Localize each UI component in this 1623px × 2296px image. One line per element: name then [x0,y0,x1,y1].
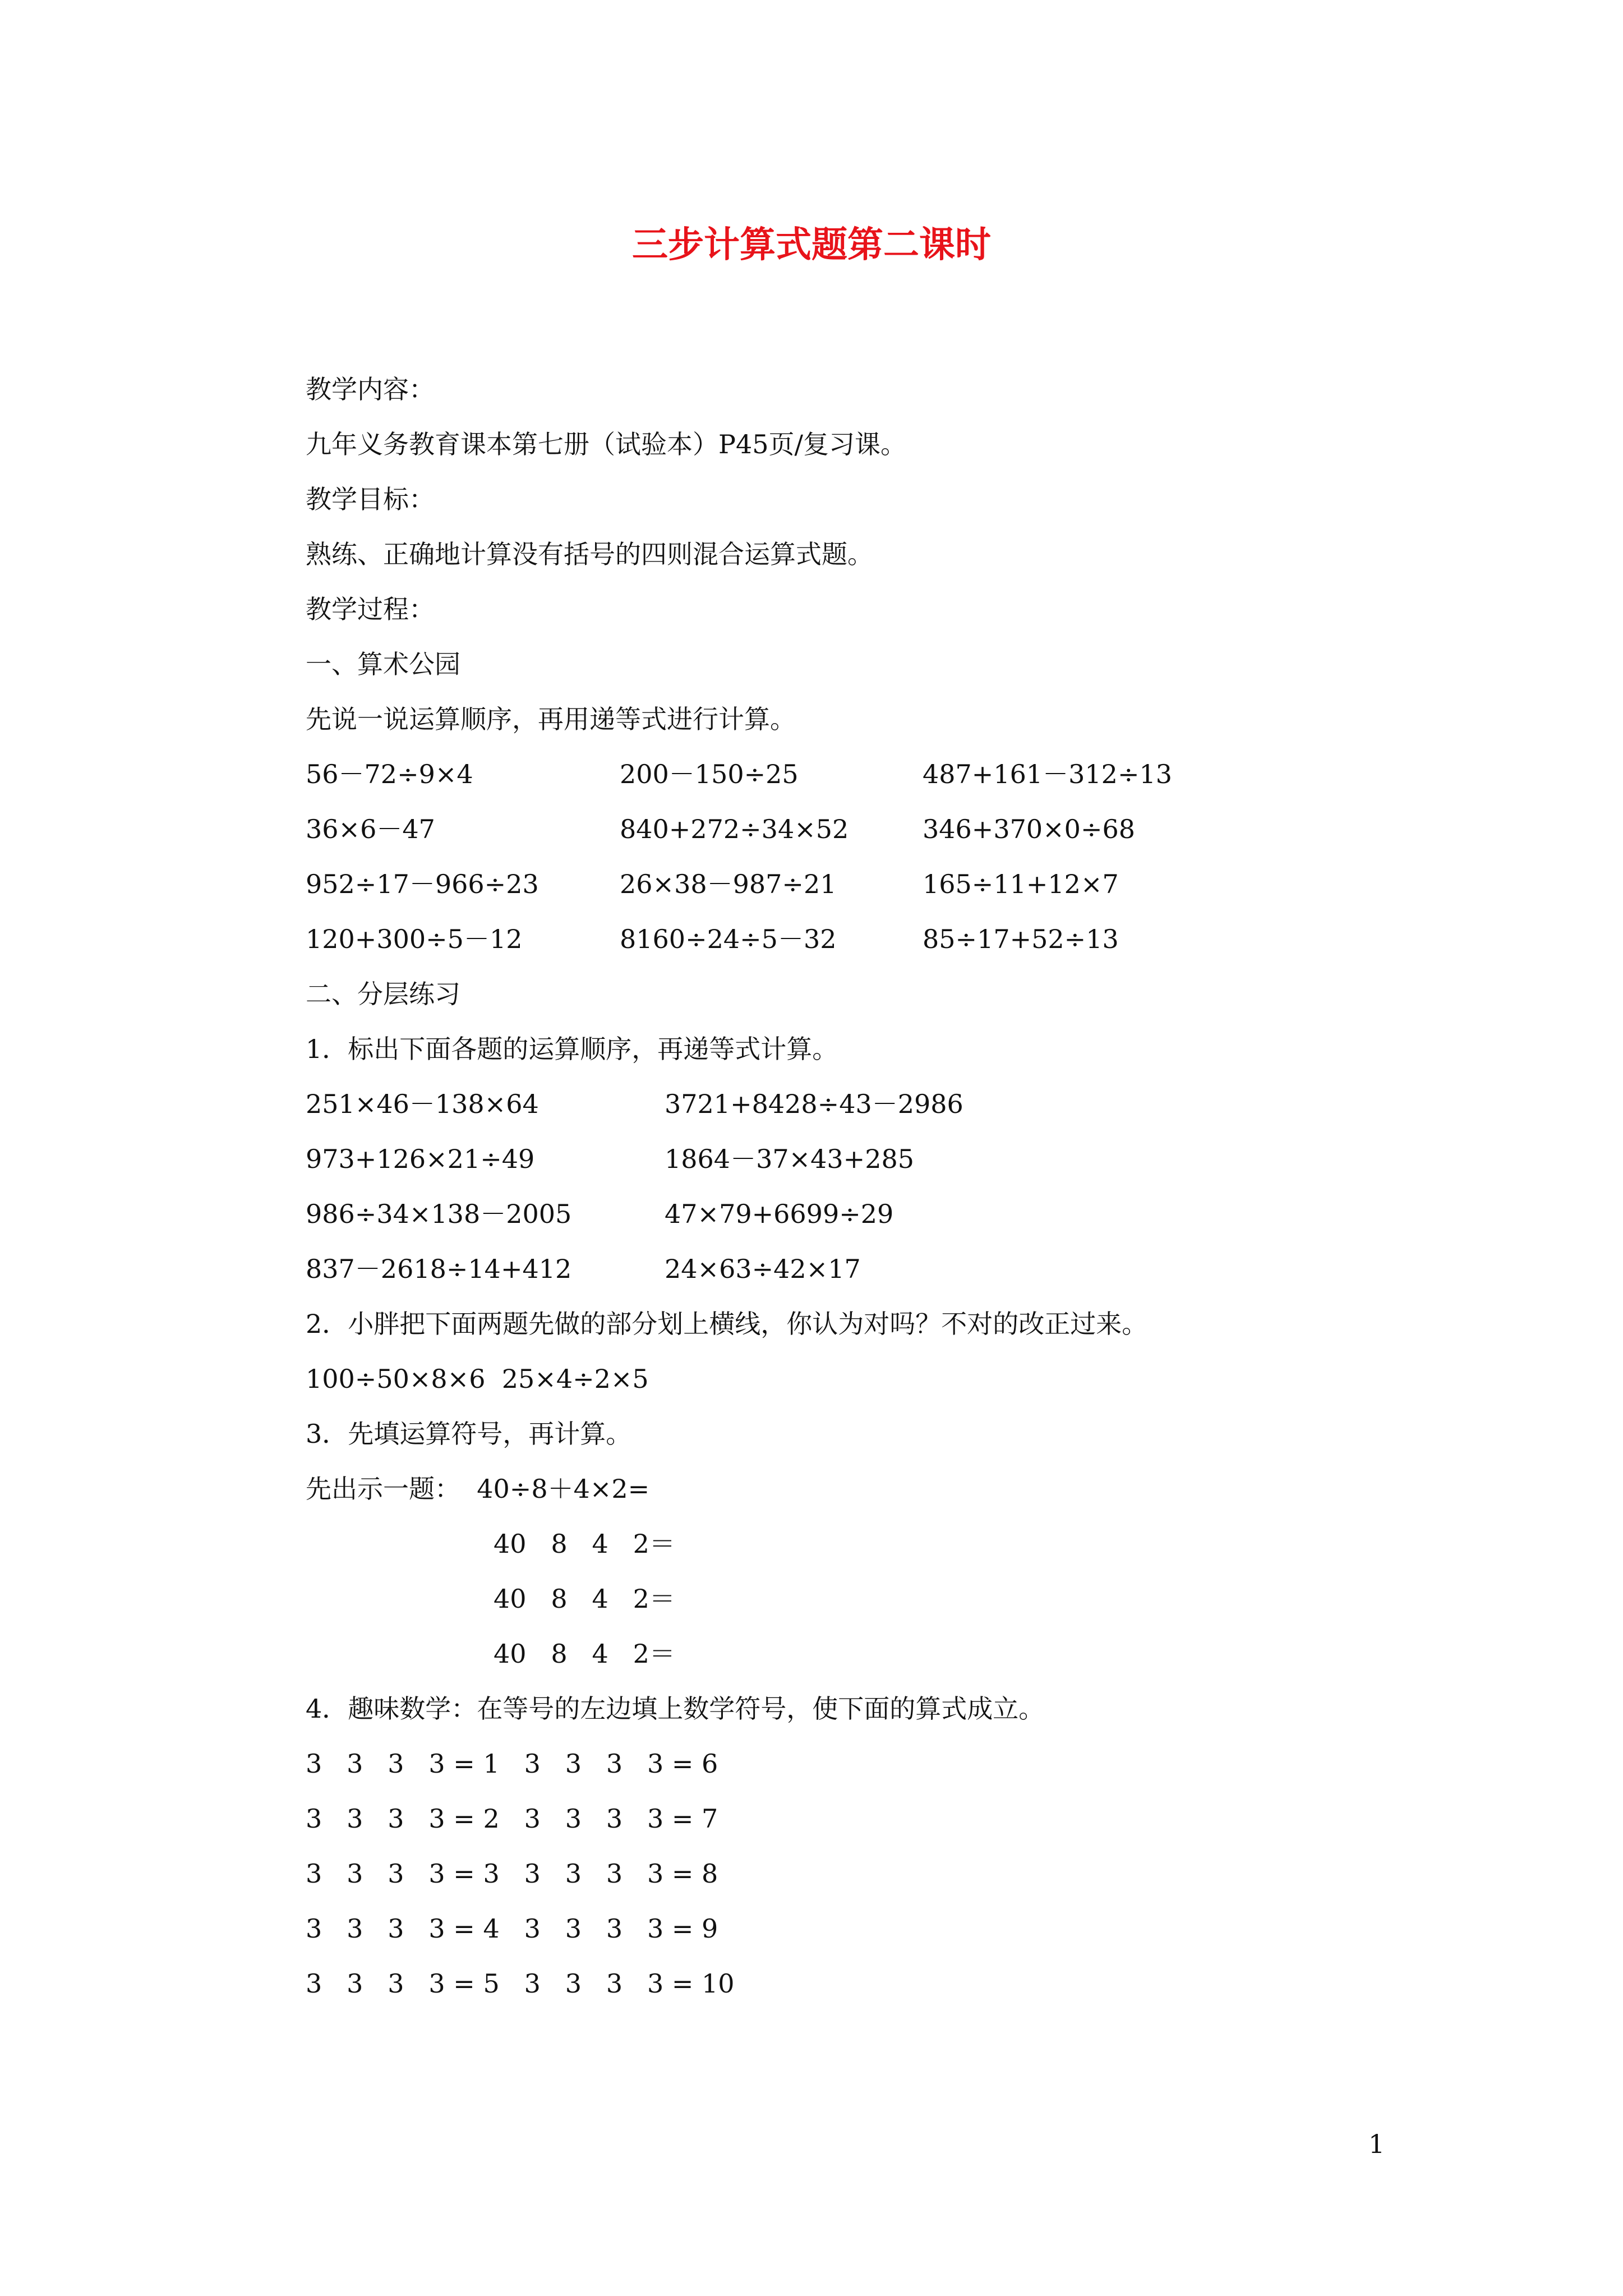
exercise-item: 56－72÷9×4 [306,759,473,789]
exercise-item: 24×63÷42×17 [665,1254,861,1284]
puzzle-row: 3 3 3 3 = 5 3 3 3 3 = 10 [306,1968,735,1999]
exercise-item: 487+161－312÷13 [923,759,1173,789]
process-label: 教学过程： [306,594,435,624]
question3-example: 先出示一题： 40÷8＋4×2= [306,1474,650,1504]
exercise-row [306,857,1567,912]
exercise-row [306,1186,1567,1241]
question2-text: 2．小胖把下面两题先做的部分划上横线，你认为对吗？不对的改正过来。 [306,1309,1148,1339]
content-label: 教学内容： [306,374,435,404]
section1-title: 一、算术公园 [306,649,460,679]
exercise-row [306,802,1567,857]
puzzle-row: 3 3 3 3 = 2 3 3 3 3 = 7 [306,1803,718,1834]
goal-text: 熟练、正确地计算没有括号的四则混合运算式题。 [306,539,873,569]
question3-blank: 40 8 4 2＝ [494,1639,675,1669]
page-number: 1 [1368,2129,1385,2159]
exercise-item: 840+272÷34×52 [620,814,849,844]
exercise-row [306,747,1567,802]
exercise-item: 47×79+6699÷29 [665,1199,894,1229]
exercise-row [306,1076,1567,1131]
exercise-row [306,1131,1567,1186]
exercise-item: 251×46－138×64 [306,1089,539,1119]
exercise-item: 85÷17+52÷13 [923,924,1119,954]
exercise-item: 973+126×21÷49 [306,1144,535,1174]
section1-instruction: 先说一说运算顺序，再用递等式进行计算。 [306,704,796,734]
exercise-item: 200－150÷25 [620,759,799,789]
lesson-content [306,362,1567,2011]
question3-text: 3．先填运算符号，再计算。 [306,1419,632,1449]
exercise-row [306,912,1567,967]
exercise-item: 8160÷24÷5－32 [620,924,837,954]
puzzle-row: 3 3 3 3 = 4 3 3 3 3 = 9 [306,1913,718,1944]
exercise-row [306,1241,1567,1296]
exercise-item: 26×38－987÷21 [620,869,837,899]
exercise-item: 36×6－47 [306,814,435,844]
exercise-item: 837－2618÷14+412 [306,1254,572,1284]
puzzle-row: 3 3 3 3 = 3 3 3 3 3 = 8 [306,1858,718,1889]
exercise-item: 120+300÷5－12 [306,924,523,954]
exercise-item: 952÷17－966÷23 [306,869,539,899]
exercise-item: 986÷34×138－2005 [306,1199,572,1229]
question4-text: 4．趣味数学：在等号的左边填上数学符号，使下面的算式成立。 [306,1694,1045,1724]
question3-blank: 40 8 4 2＝ [494,1584,675,1614]
puzzle-row: 3 3 3 3 = 1 3 3 3 3 = 6 [306,1749,718,1779]
exercise-item: 1864－37×43+285 [665,1144,915,1174]
exercise-item: 3721+8428÷43－2986 [665,1089,963,1119]
exercise-item: 165÷11+12×7 [923,869,1119,899]
page-title: 三步计算式题第二课时 [632,224,991,266]
content-text: 九年义务教育课本第七册（试验本）P45页/复习课。 [306,429,906,459]
question1-text: 1．标出下面各题的运算顺序，再递等式计算。 [306,1034,838,1064]
exercise-item: 346+370×0÷68 [923,814,1136,844]
question3-blank: 40 8 4 2＝ [494,1529,675,1559]
question2-expressions: 100÷50×8×6 25×4÷2×5 [306,1364,649,1394]
goal-label: 教学目标： [306,484,435,514]
section2-title: 二、分层练习 [306,979,460,1009]
